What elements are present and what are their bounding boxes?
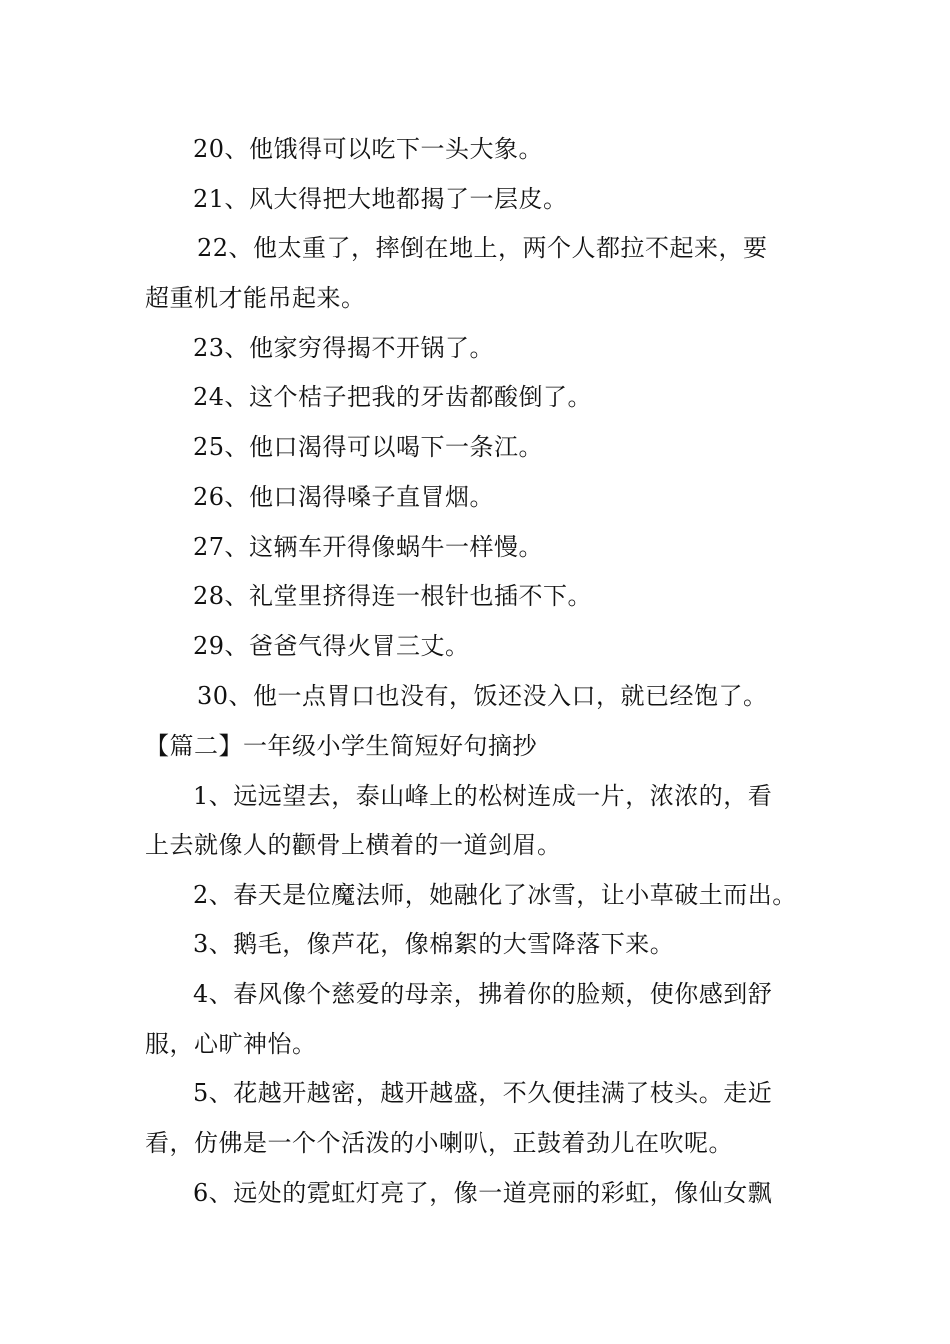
sentence-28: 28、礼堂里挤得连一根针也插不下。: [193, 582, 593, 610]
sentence-6: 6、远处的霓虹灯亮了，像一道亮丽的彩虹，像仙女飘: [193, 1179, 773, 1207]
sentence-1: 1、远远望去，泰山峰上的松树连成一片，浓浓的，看: [193, 782, 773, 810]
sentence-22: 22、他太重了，摔倒在地上，两个人都拉不起来，要: [197, 234, 768, 262]
sentence-2: 2、春天是位魔法师，她融化了冰雪，让小草破土而出。: [193, 881, 797, 909]
section-heading: 【篇二】一年级小学生简短好句摘抄: [145, 732, 537, 760]
sentence-20: 20、他饿得可以吃下一头大象。: [193, 135, 544, 163]
sentence-5-cont: 看，仿佛是一个个活泼的小喇叭，正鼓着劲儿在吹呢。: [145, 1129, 733, 1157]
sentence-3: 3、鹅毛，像芦花，像棉絮的大雪降落下来。: [193, 930, 675, 958]
sentence-21: 21、风大得把大地都揭了一层皮。: [193, 185, 568, 213]
sentence-1-cont: 上去就像人的颧骨上横着的一道剑眉。: [145, 831, 562, 859]
sentence-27: 27、这辆车开得像蜗牛一样慢。: [193, 533, 544, 561]
sentence-4-cont: 服，心旷神怡。: [145, 1030, 317, 1058]
sentence-5: 5、花越开越密，越开越盛，不久便挂满了枝头。走近: [193, 1079, 773, 1107]
sentence-26: 26、他口渴得嗓子直冒烟。: [193, 483, 495, 511]
sentence-22-cont: 超重机才能吊起来。: [145, 284, 366, 312]
sentence-30: 30、他一点胃口也没有，饭还没入口，就已经饱了。: [197, 682, 768, 710]
sentence-25: 25、他口渴得可以喝下一条江。: [193, 433, 544, 461]
sentence-24: 24、这个桔子把我的牙齿都酸倒了。: [193, 383, 593, 411]
sentence-29: 29、爸爸气得火冒三丈。: [193, 632, 470, 660]
sentence-4: 4、春风像个慈爱的母亲，拂着你的脸颊，使你感到舒: [193, 980, 773, 1008]
sentence-23: 23、他家穷得揭不开锅了。: [193, 334, 495, 362]
